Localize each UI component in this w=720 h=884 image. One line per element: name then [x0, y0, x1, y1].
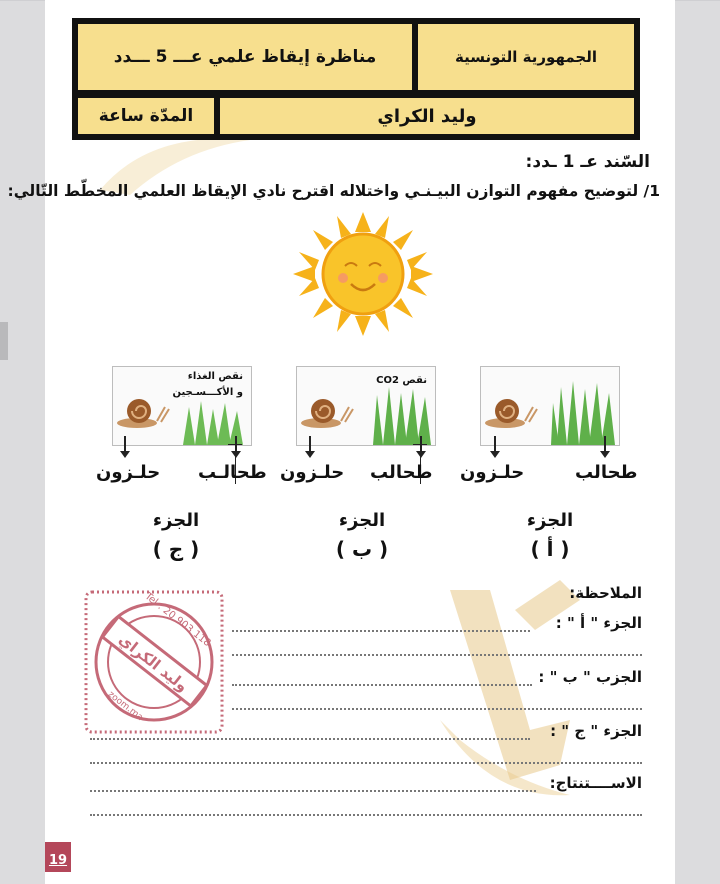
country-name: الجمهورية التونسية — [416, 22, 636, 92]
answer-line[interactable] — [232, 684, 532, 686]
snail-icon — [117, 399, 169, 428]
panel-b — [296, 366, 436, 446]
teacher-name: وليد الكراي — [218, 96, 636, 136]
snail-icon — [485, 399, 537, 428]
organism-label: حلـزون — [460, 462, 525, 483]
part-a-answer-label: الجزء " أ " : — [555, 614, 642, 632]
answer-line[interactable] — [90, 762, 642, 764]
arrow-down-icon — [124, 436, 126, 454]
arrow-down-icon — [494, 436, 496, 454]
duration: المدّة ساعة — [76, 96, 216, 136]
sun-illustration — [288, 212, 438, 342]
question-1: 1/ لتوضيح مفهوم التوازن البيـنـي واختلاله اقترح نادي الإيقاظ العلمي المخطّط التّالي: — [7, 182, 660, 200]
panel-c-note-1: نقص الغذاء — [187, 371, 243, 382]
document-label: السّند عـ 1 ـدد: — [525, 152, 650, 172]
part-c-answer-label: الجزء " ج " : — [550, 722, 642, 740]
note-label: الملاحظة: — [569, 584, 642, 602]
organism-label: حلـزون — [96, 462, 161, 483]
page-number: 19 — [45, 842, 71, 872]
panel-a — [480, 366, 620, 446]
stamp-seal — [80, 582, 230, 742]
answer-line[interactable] — [90, 738, 530, 740]
answer-line[interactable] — [90, 790, 536, 792]
part-b-answer-label: الجزب " ب " : — [538, 668, 642, 686]
svg-text:وليد الكراي: وليد الكراي — [115, 630, 192, 696]
scroll-indicator — [0, 322, 8, 360]
arrow-down-icon — [604, 436, 606, 454]
organism-label: طحالب — [575, 462, 638, 483]
grass-icon — [373, 387, 431, 445]
header-table — [72, 18, 640, 140]
organism-label: حلـزون — [280, 462, 345, 483]
organism-label: طحالـب — [198, 462, 267, 483]
svg-text:Tel : 20 903 118: Tel : 20 903 118 — [142, 590, 213, 650]
part-c-label: الجزء ( ج ) — [152, 510, 200, 561]
arrow-down-icon — [309, 436, 311, 454]
part-a-label: الجزء ( أ ) — [526, 510, 574, 561]
grass-icon — [183, 401, 243, 445]
test-title: مناظرة إيقاظ علمي عـــ 5 ـــدد — [76, 22, 414, 92]
panel-c — [112, 366, 252, 446]
panel-c-note-2: و الأكـــسـجين — [172, 387, 243, 398]
part-b-label: الجزء ( ب ) — [335, 510, 389, 561]
conclusion-label: الاســــتنتاج: — [549, 774, 642, 792]
organism-label: طحالب — [370, 462, 433, 483]
answer-line[interactable] — [90, 814, 642, 816]
svg-text:zoom.ma: zoom.ma — [105, 689, 145, 724]
snail-icon — [301, 399, 353, 428]
answer-line[interactable] — [232, 708, 642, 710]
answer-line[interactable] — [232, 630, 530, 632]
panel-b-note: نقص CO2 — [376, 375, 427, 386]
answer-line[interactable] — [232, 654, 642, 656]
